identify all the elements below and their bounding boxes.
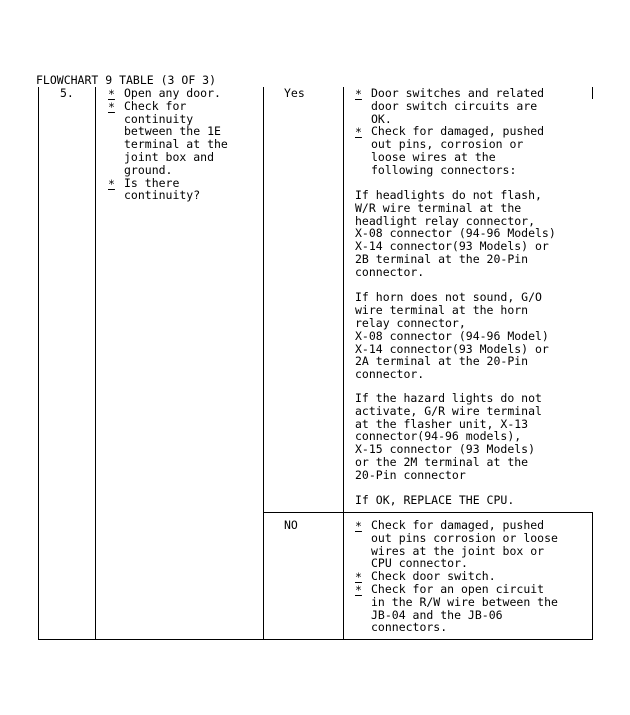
bullet-star: * <box>108 87 115 101</box>
action-text: Open any door. <box>124 86 221 100</box>
column-divider-result <box>343 87 344 640</box>
bullet-star: * <box>355 583 362 597</box>
table-left-border <box>38 87 39 640</box>
bullet-star: * <box>108 176 115 191</box>
table-right-border-bottom <box>592 512 593 640</box>
bullet-text: Check for an open circuit in the R/W wire between the JB-04 and the JB-06 connectors. <box>371 582 558 635</box>
bullet-star: * <box>355 519 362 533</box>
bullet-star: * <box>355 87 362 101</box>
horn-paragraph: If horn does not sound, G/O wire terminal at the horn relay connector, X-08 connector (94-96 Model) X-14 connector(93 Models) or 2A terminal at the 20-Pin connector. <box>355 290 549 382</box>
table-right-border-top <box>592 87 593 99</box>
yes-bullet-check-connectors <box>355 124 545 177</box>
column-divider-step <box>95 87 96 640</box>
step-number: 5. <box>60 86 74 100</box>
column-divider-action <box>263 87 264 640</box>
bullet-text: Check door switch. <box>371 569 496 584</box>
action-check-continuity <box>108 98 228 177</box>
action-is-continuity <box>108 175 201 219</box>
table-bottom-border <box>38 639 593 640</box>
branch-separator <box>263 512 593 513</box>
no-bullet-check-joint-box <box>355 518 558 571</box>
bullet-text: Check for damaged, pushed out pins corrosion or loose wires at the joint box or CPU connector. <box>371 518 558 571</box>
bullet-star: * <box>108 99 115 114</box>
bullet-star: * <box>355 125 362 140</box>
result-yes: Yes <box>284 86 305 100</box>
action-text: Is there continuity? <box>124 175 201 203</box>
headlight-paragraph: If headlights do not flash, W/R wire terminal at the headlight relay connector, X-08 connector (94-96 Models) X-14 connector(93 Models) or 2B terminal at the 20-Pin connector. <box>355 188 556 279</box>
replace-cpu-instruction: If OK, REPLACE THE CPU. <box>355 493 515 507</box>
no-bullet-check-open-circuit <box>355 582 558 635</box>
bullet-text: Check for damaged, pushed out pins, corrosion or loose wires at the following connectors: <box>371 124 545 177</box>
bullet-star: * <box>355 570 362 585</box>
bullet-text: Door switches and related door switch circuits are OK. <box>371 86 545 126</box>
page-title: FLOWCHART 9 TABLE (3 OF 3) <box>36 73 217 87</box>
result-no: NO <box>284 518 298 532</box>
action-text: Check for continuity between the 1E terminal at the joint box and ground. <box>124 98 228 177</box>
yes-bullet-door-switches-ok <box>355 86 545 129</box>
hazard-paragraph: If the hazard lights do not activate, G/R wire terminal at the flasher unit, X-13 connector(94-96 models), X-15 connector (93 Models) or the 2M terminal at the 20-Pin connector <box>355 391 542 482</box>
